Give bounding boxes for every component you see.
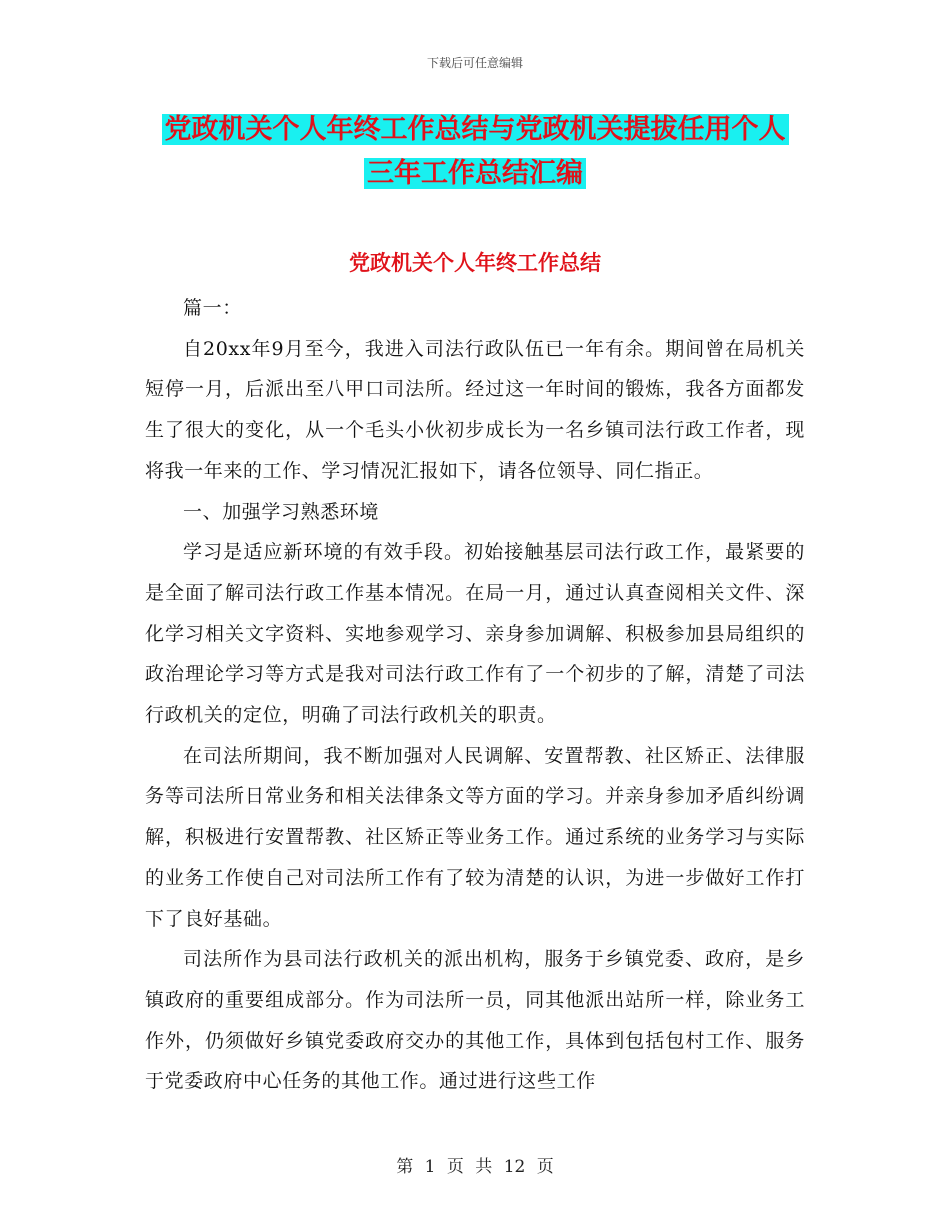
paragraph-role: 司法所作为县司法行政机关的派出机构，服务于乡镇党委、政府，是乡镇政府的重要组成部分。作为司法所一员，同其他派出站所一样，除业务工作外，仍须做好乡镇党委政府交办的其他工作，具体到包括包村工作、服务于党委政府中心任务的其他工作。通过进行这些工作 <box>145 948 805 1093</box>
page-footer: 第 1 页 共 12 页 <box>396 1157 554 1177</box>
title-highlight-1: 党政机关个人年终工作总结与党政机关提拔任用个人 <box>162 114 789 145</box>
document-title-line-2 <box>0 152 950 196</box>
section-title: 党政机关个人年终工作总结 <box>349 250 601 275</box>
paragraph-intro: 自20xx年9月至今，我进入司法行政队伍已一年有余。期间曾在局机关短停一月，后派出至八甲口司法所。经过这一年时间的锻炼，我各方面都发生了很大的变化，从一个毛头小伙初步成长为一名乡镇司法行政工作者，现将我一年来的工作、学习情况汇报如下，请各位领导、同仁指正。 <box>145 337 805 482</box>
document-body <box>145 288 805 1102</box>
paragraph-study: 学习是适应新环境的有效手段。初始接触基层司法行政工作，最紧要的是全面了解司法行政工作基本情况。在局一月，通过认真查阅相关文件、深化学习相关文字资料、实地参观学习、亲身参加调解、积极参加县局组织的政治理论学习等方式是我对司法行政工作有了一个初步的了解，清楚了司法行政机关的定位，明确了司法行政机关的职责。 <box>145 541 805 727</box>
document-title-line-1 <box>0 108 950 152</box>
paragraph-chapter-label: 篇一： <box>183 297 242 319</box>
header-note: 下载后可任意编辑 <box>426 56 523 70</box>
paragraph-office-work: 在司法所期间，我不断加强对人民调解、安置帮教、社区矫正、法律服务等司法所日常业务和相关法律条文等方面的学习。并亲身参加矛盾纠纷调解，积极进行安置帮教、社区矫正等业务工作。通过系统的业务学习与实际的业务工作使自己对司法所工作有了较为清楚的认识，为进一步做好工作打下了良好基础。 <box>145 744 805 930</box>
title-highlight-2: 三年工作总结汇编 <box>364 158 586 189</box>
paragraph-heading-1: 一、加强学习熟悉环境 <box>183 500 380 523</box>
